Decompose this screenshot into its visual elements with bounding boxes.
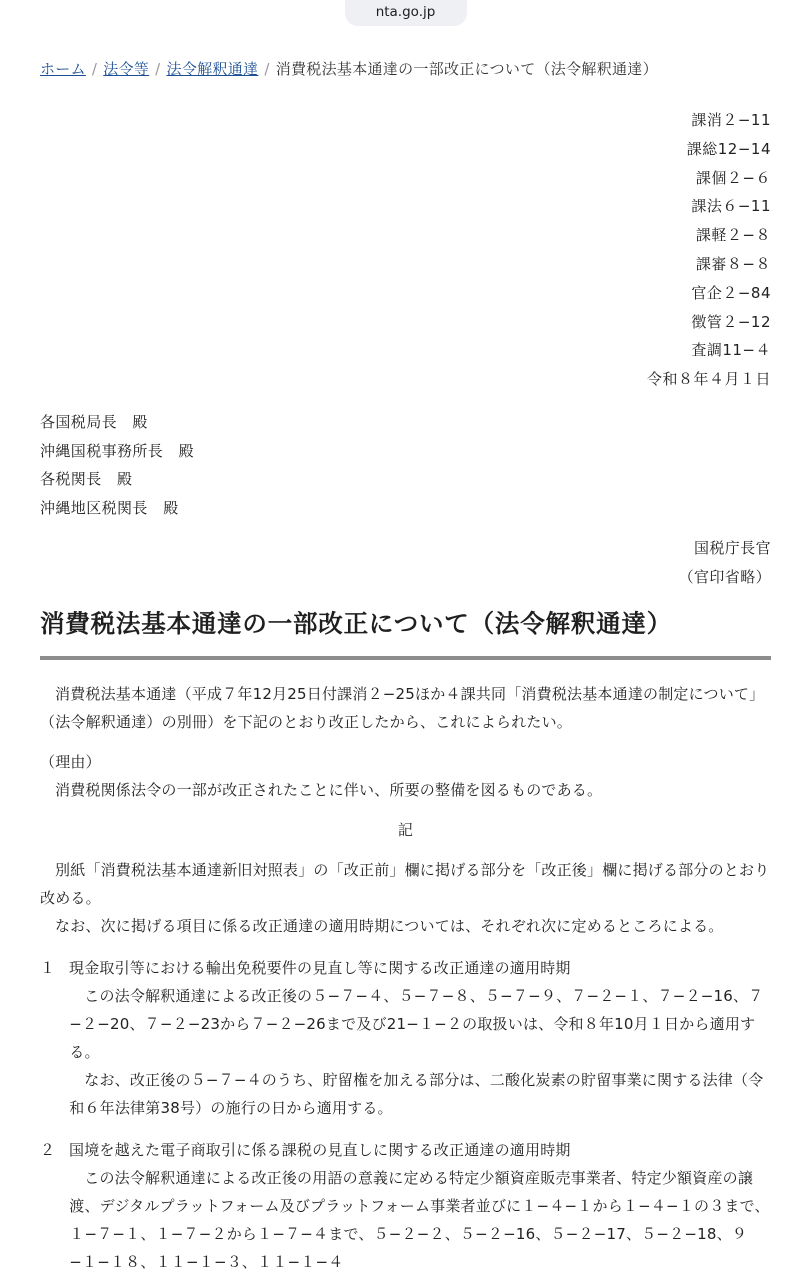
page-title: 消費税法基本通達の一部改正について（法令解釈通達）: [40, 606, 771, 660]
list-item: [40, 1136, 771, 1276]
note-paragraph: 別紙「消費税法基本通達新旧対照表」の「改正前」欄に掲げる部分を「改正後」欄に掲げる部分のとおり改める。: [40, 860, 770, 907]
breadcrumb-separator: /: [91, 60, 98, 78]
item-paragraph: なお、改正後の５−７−４のうち、貯留権を加える部分は、二酸化炭素の貯留事業に関する法律（令和６年法律第38号）の施行の日から適用する。: [69, 1070, 764, 1117]
document-date: 令和８年４月１日: [646, 370, 771, 389]
recipient: 各税関長 殿: [40, 470, 133, 489]
item-title: 現金取引等における輸出免税要件の見直し等に関する改正通達の適用時期: [69, 958, 571, 977]
document-code: 徴管２−12: [691, 312, 771, 331]
list-item: [40, 954, 771, 1122]
sender-title: 国税庁長官: [693, 539, 771, 558]
sender-seal-note: （官印省略）: [678, 567, 771, 586]
note-paragraph: なお、次に掲げる項目に係る改正通達の適用時期については、それぞれ次に定めるところによる。: [55, 916, 724, 935]
item-paragraph: この法令解釈通達による改正後の５−７−４、５−７−８、５−７−９、７−２−１、７−２−16、７−２−20、７−２−23から７−２−26まで及び21−１−２の取扱いは、令和８年10月１日から適用する。: [69, 986, 764, 1061]
document-code: 課審８−８: [695, 254, 771, 273]
recipient: 各国税局長 殿: [40, 412, 148, 431]
item-number: １: [40, 958, 56, 977]
document-code: 課法６−11: [691, 197, 771, 216]
recipient: 沖縄国税事務所長 殿: [40, 441, 195, 460]
item-paragraph: この法令解釈通達による改正後の用語の意義に定める特定少額資産販売事業者、特定少額資産の譲渡、デジタルプラットフォーム及びプラットフォーム事業者並びに１−４−１から１−４−１の３まで、１−７−１、１−７−２から１−７−４まで、５−２−２、５−２−16、５−２−17、５−２−18、９−１−１８、１１−１−３、１１−１−４: [69, 1168, 770, 1271]
breadcrumb-current: 消費税法基本通達の一部改正について（法令解釈通達）: [275, 60, 658, 78]
document-code: 課総12−14: [686, 139, 771, 158]
breadcrumb: [40, 58, 771, 80]
breadcrumb-link-home[interactable]: ホーム: [40, 60, 86, 78]
item-title: 国境を越えた電子商取引に係る課税の見直しに関する改正通達の適用時期: [69, 1140, 571, 1159]
breadcrumb-separator: /: [264, 60, 270, 78]
document-body: [40, 680, 771, 1276]
document-code: 官企２−84: [691, 283, 771, 302]
ki-heading: 記: [397, 820, 414, 839]
recipients: [40, 408, 771, 522]
browser-address-bar[interactable]: [0, 0, 811, 38]
breadcrumb-link-interpretation[interactable]: 法令解釈通達: [166, 60, 259, 78]
document-code: 査調11−４: [691, 341, 771, 360]
breadcrumb-separator: /: [155, 60, 161, 78]
url-display[interactable]: nta.go.jp: [345, 0, 467, 26]
item-number: ２: [40, 1140, 56, 1159]
reason-text: 消費税関係法令の一部が改正されたことに伴い、所要の整備を図るものである。: [55, 780, 603, 799]
reason-label: （理由）: [40, 752, 101, 771]
breadcrumb-link-laws[interactable]: 法令等: [103, 60, 150, 78]
page-content: [40, 38, 771, 1276]
recipient: 沖縄地区税関長 殿: [40, 498, 179, 517]
document-code: 課個２−６: [695, 168, 771, 187]
document-codes: [40, 106, 771, 394]
intro-paragraph: 消費税法基本通達（平成７年12月25日付課消２−25ほか４課共同「消費税法基本通達の制定について」（法令解釈通達）の別冊）を下記のとおり改正したから、これによられたい。: [40, 684, 765, 731]
document-code: 課軽２−８: [695, 226, 771, 245]
document-code: 課消２−11: [691, 111, 771, 129]
sender: [40, 534, 771, 591]
